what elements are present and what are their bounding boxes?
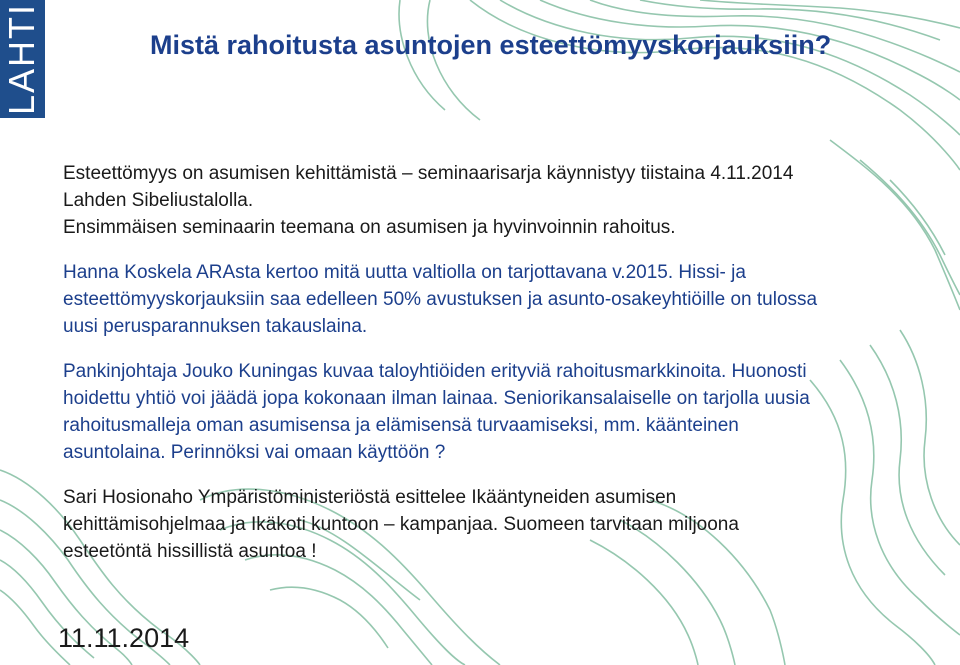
paragraph-line: Ensimmäisen seminaarin teemana on asumisen ja hyvinvoinnin rahoitus.	[63, 217, 676, 238]
paragraph-line: Pankinjohtaja Jouko Kuningas kuvaa taloyhtiöiden erityviä rahoitusmarkkinoita. Huonosti	[63, 361, 807, 382]
paragraph-ara	[63, 259, 953, 340]
paragraph-line: esteetöntä hissillistä asuntoa !	[63, 541, 317, 562]
paragraph-line: esteettömyyskorjauksiin saa edelleen 50% avustuksen ja asunto-osakeyhtiöille on tulossa	[63, 289, 818, 310]
paragraph-line: hoidettu yhtiö voi jäädä jopa kokonaan ilman lainaa. Seniorikansalaiselle on tarjolla uusia	[63, 388, 810, 409]
paragraph-line: Sari Hosionaho Ympäristöministeriöstä esittelee Ikääntyneiden asumisen	[63, 487, 677, 508]
paragraph-line: Esteettömyys on asumisen kehittämistä – seminaarisarja käynnistyy tiistaina 4.11.2014	[63, 163, 794, 184]
paragraph-line: rahoitusmalleja oman asumisensa ja elämisensä turvaamiseksi, mm. käänteinen	[63, 415, 739, 436]
paragraph-line: Lahden Sibeliustalolla.	[63, 190, 254, 211]
slide-body	[63, 160, 953, 583]
paragraph-seminar-intro	[63, 160, 953, 241]
paragraph-line: uusi perusparannuksen takauslaina.	[63, 316, 368, 337]
footer-date: 11.11.2014	[58, 623, 190, 653]
paragraph-line: Hanna Koskela ARAsta kertoo mitä uutta valtiolla on tarjottavana v.2015. Hissi- ja	[63, 262, 746, 283]
slide-title: Mistä rahoitusta asuntojen esteettömyyskorjauksiin?	[150, 30, 832, 60]
logo-text: LAHTI	[1, 2, 42, 116]
lahti-logo	[0, 0, 45, 118]
paragraph-ministry	[63, 484, 953, 565]
paragraph-line: asuntolaina. Perinnöksi vai omaan käyttöön ?	[63, 442, 446, 463]
paragraph-line: kehittämisohjelmaa ja Ikäkoti kuntoon – kampanjaa. Suomeen tarvitaan miljoona	[63, 514, 739, 535]
paragraph-bank	[63, 358, 953, 466]
